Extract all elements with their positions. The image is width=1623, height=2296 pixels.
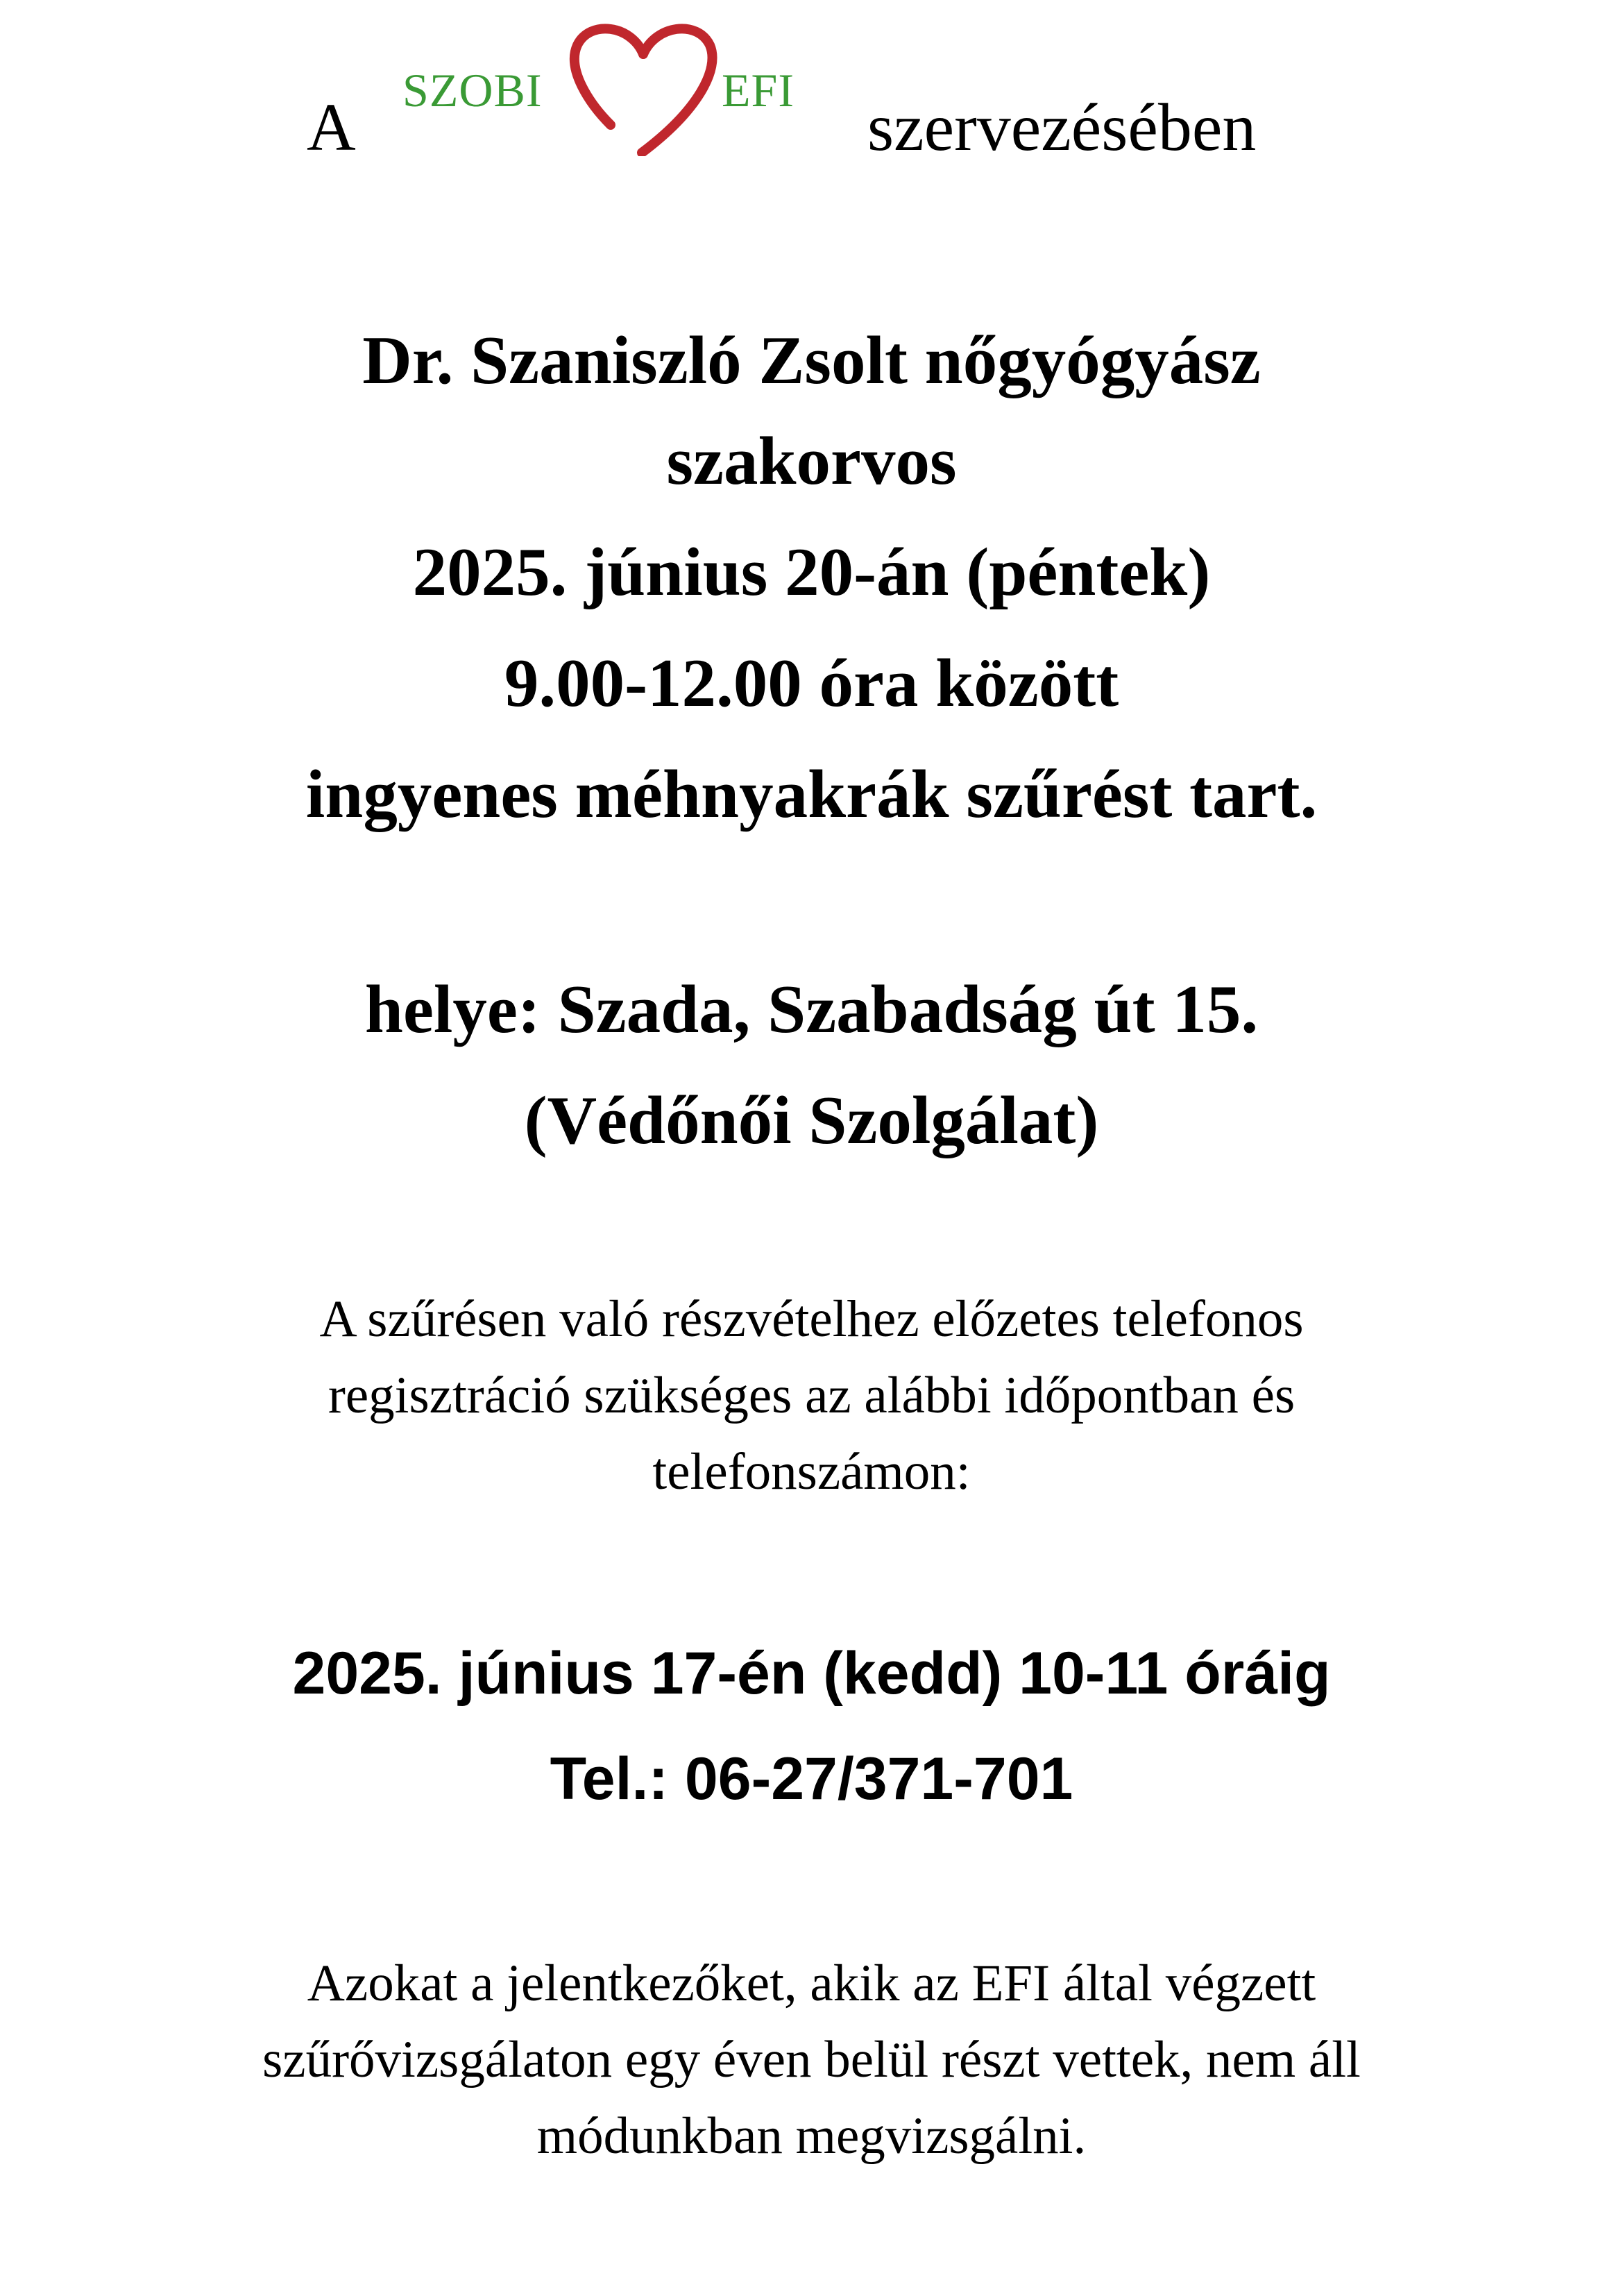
registration-text-line-3: telefonszámon: xyxy=(652,1443,971,1501)
event-description: ingyenes méhnyakrák szűrést tart. xyxy=(305,757,1318,832)
notice-line-1: Azokat a jelentkezőket, akik az EFI által végzett xyxy=(307,1955,1316,2012)
event-date: 2025. június 20-án (péntek) xyxy=(412,534,1211,610)
doctor-name: Dr. Szaniszló Zsolt nőgyógyász xyxy=(362,323,1261,398)
notice-line-3: módunkban megvizsgálni. xyxy=(536,2107,1087,2165)
registration-text-line-1: A szűrésen való részvételhez előzetes telefonos xyxy=(319,1290,1304,1348)
logo-text-left: SZOBI xyxy=(402,64,543,117)
organizer-logo xyxy=(402,21,833,160)
event-venue: (Védőnői Szolgálat) xyxy=(524,1083,1099,1158)
heart-icon xyxy=(562,21,725,156)
doctor-title: szakorvos xyxy=(666,423,957,499)
registration-text-line-2: regisztráció szükséges az alábbi időpontban és xyxy=(328,1367,1295,1424)
header-prefix: A xyxy=(307,90,356,165)
registration-date: 2025. június 17-én (kedd) 10-11 óráig xyxy=(292,1640,1331,1707)
phone-number: Tel.: 06-27/371-701 xyxy=(550,1746,1073,1812)
event-location: helye: Szada, Szabadság út 15. xyxy=(364,972,1259,1047)
notice-line-2: szűrővizsgálaton egy éven belül részt vettek, nem áll xyxy=(262,2031,1361,2088)
logo-text-right: EFI xyxy=(722,64,794,117)
header-suffix: szervezésében xyxy=(867,90,1257,165)
event-time: 9.00-12.00 óra között xyxy=(504,645,1119,721)
